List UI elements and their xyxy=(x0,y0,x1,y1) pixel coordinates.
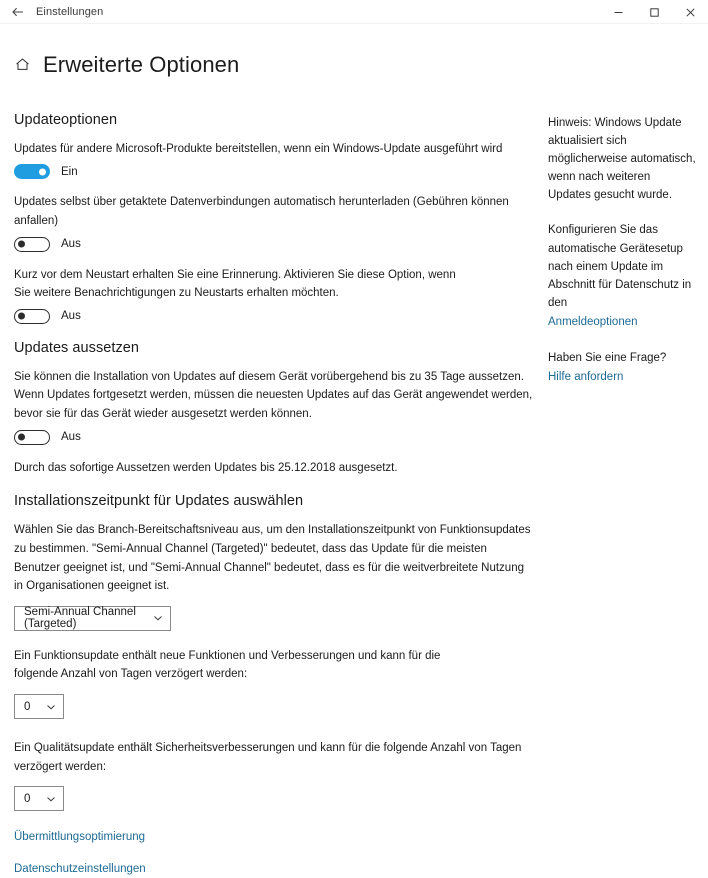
link-row-privacy-settings xyxy=(14,859,540,878)
update-option-1-description: Updates für andere Microsoft-Produkte bereitstellen, wenn ein Windows-Update ausgeführt wird xyxy=(14,142,503,155)
side-device-setup-text: Konfigurieren Sie das automatische Gerätesetup nach einem Update im Abschnitt für Datenschutz in den xyxy=(548,224,692,310)
side-note-block xyxy=(548,114,696,205)
window-controls xyxy=(600,0,708,24)
side-panel xyxy=(540,104,708,404)
toggle-state-label: Ein xyxy=(61,165,78,178)
side-question-text: Haben Sie eine Frage? xyxy=(548,351,667,364)
link-privacy-settings[interactable]: Datenschutzeinstellungen xyxy=(14,862,146,875)
page-header xyxy=(0,24,708,92)
maximize-button[interactable] xyxy=(636,0,672,24)
toggle-state-label: Aus xyxy=(61,431,81,444)
chevron-down-icon xyxy=(46,794,56,804)
branch-readiness-dropdown[interactable] xyxy=(14,606,171,631)
side-device-setup-block xyxy=(548,221,696,331)
update-option-3-description: Kurz vor dem Neustart erhalten Sie eine Erinnerung. Aktivieren Sie diese Option, wenn Sie weitere Benachrichtigungen zu Neustarts erhalten möchten. xyxy=(14,268,456,300)
main-content xyxy=(0,104,540,878)
page-title: Erweiterte Optionen xyxy=(43,51,240,77)
section-heading-install-time: Installationszeitpunkt für Updates auswählen xyxy=(14,493,304,510)
toggle-restart-reminder[interactable] xyxy=(14,309,540,324)
link-row-delivery-optimization xyxy=(14,827,540,846)
close-button[interactable] xyxy=(672,0,708,24)
toggle-state-label: Aus xyxy=(61,238,81,251)
pause-updates-description: Sie können die Installation von Updates auf diesem Gerät vorübergehend bis zu 35 Tage aussetzen. Wenn Updates fortgesetzt werden, müssen die neuesten Updates auf das Gerät angewendet werden, bevor sie für das Gerät wieder ausgesetzt werden können. xyxy=(14,370,533,421)
back-arrow-icon[interactable] xyxy=(0,0,36,24)
quality-update-defer-value: 0 xyxy=(24,792,31,805)
feature-update-defer-value: 0 xyxy=(24,700,31,713)
toggle-switch-off[interactable] xyxy=(14,309,50,324)
section-heading-pause-updates: Updates aussetzen xyxy=(14,339,139,356)
section-pause-updates xyxy=(14,340,540,478)
toggle-switch-off[interactable] xyxy=(14,430,50,445)
toggle-microsoft-products[interactable] xyxy=(14,164,540,179)
feature-update-defer-description: Ein Funktionsupdate enthält neue Funktionen und Verbesserungen und kann für die folgende Anzahl von Tagen verzögert werden: xyxy=(14,649,441,681)
update-option-2-description: Updates selbst über getaktete Datenverbindungen automatisch herunterladen (Gebühren können anfallen) xyxy=(14,196,509,227)
link-delivery-optimization[interactable]: Übermittlungsoptimierung xyxy=(14,831,146,844)
quality-update-defer-dropdown[interactable] xyxy=(14,786,64,811)
window-titlebar xyxy=(0,0,708,24)
minimize-button[interactable] xyxy=(600,0,636,24)
toggle-pause-updates[interactable] xyxy=(14,430,540,445)
section-install-time xyxy=(14,493,540,813)
side-note-text: Hinweis: Windows Update aktualisiert sich möglicherweise automatisch, wenn nach weiteren Updates gesucht wurde. xyxy=(548,116,696,202)
feature-update-defer-dropdown[interactable] xyxy=(14,694,64,719)
section-heading-update-options: Updateoptionen xyxy=(14,111,118,128)
pause-updates-note: Durch das sofortige Aussetzen werden Updates bis 25.12.2018 ausgesetzt. xyxy=(14,461,398,474)
home-icon[interactable] xyxy=(14,56,31,73)
branch-readiness-value: Semi-Annual Channel (Targeted) xyxy=(24,606,136,631)
toggle-switch-on[interactable] xyxy=(14,164,50,179)
install-time-description: Wählen Sie das Branch-Bereitschaftsniveau aus, um den Installationszeitpunkt von Funktionsupdates zu bestimmen. "Semi-Annual Channel (Targeted)" bedeutet, dass das Update für die meisten Benutzer geeignet ist, und "Semi-Annual Channel" bedeutet, dass es für die weitverbreitete Nutzung in Organisationen geeignet ist. xyxy=(14,524,531,593)
chevron-down-icon xyxy=(153,613,163,623)
link-sign-in-options[interactable]: Anmeldeoptionen xyxy=(548,316,638,329)
toggle-switch-off[interactable] xyxy=(14,237,50,252)
window-title: Einstellungen xyxy=(36,5,104,18)
toggle-metered-connections[interactable] xyxy=(14,237,540,252)
link-get-help[interactable]: Hilfe anfordern xyxy=(548,370,624,383)
section-update-options xyxy=(14,112,540,324)
quality-update-defer-description: Ein Qualitätsupdate enthält Sicherheitsverbesserungen und kann für die folgende Anzahl von Tagen verzögert werden: xyxy=(14,742,522,773)
chevron-down-icon xyxy=(46,702,56,712)
toggle-state-label: Aus xyxy=(61,310,81,323)
side-help-block xyxy=(548,349,696,387)
